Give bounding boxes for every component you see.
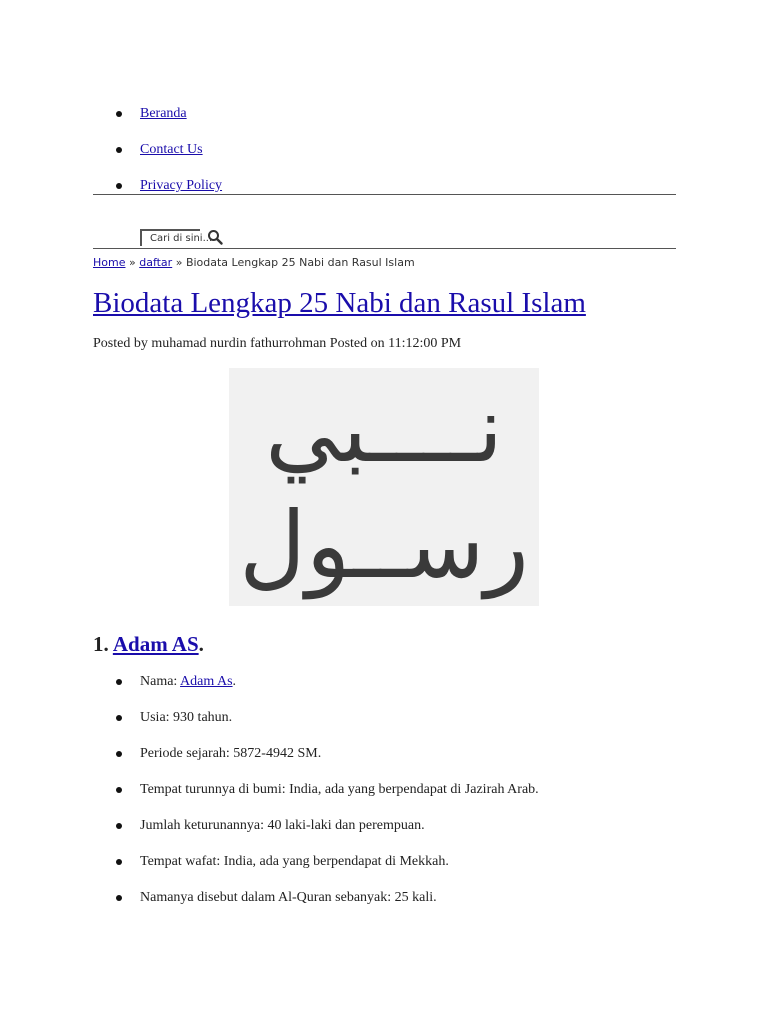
detail-usia: Usia: 930 tahun.: [93, 706, 676, 742]
image-arabic-nabi: نــــبي: [265, 376, 503, 483]
image-arabic-rasul: رســول: [239, 492, 529, 599]
nav-link-contact-us[interactable]: Contact Us: [140, 142, 203, 157]
breadcrumb-home-link[interactable]: Home: [93, 256, 126, 269]
adam-details-list: [93, 670, 676, 922]
detail-nama: [93, 670, 676, 706]
breadcrumb: [93, 256, 415, 269]
detail-tempat-turun: Tempat turunnya di bumi: India, ada yang berpendapat di Jazirah Arab.: [93, 778, 676, 814]
search-button[interactable]: [206, 228, 224, 246]
section-suffix: .: [198, 632, 204, 656]
nav-divider-top: [93, 194, 676, 195]
detail-wafat: Tempat wafat: India, ada yang berpendapat di Mekkah.: [93, 850, 676, 886]
nav-divider-bottom: [93, 248, 676, 249]
section-heading-adam: [93, 630, 204, 658]
detail-disebut: Namanya disebut dalam Al-Quran sebanyak: 25 kali.: [93, 886, 676, 922]
detail-periode: Periode sejarah: 5872-4942 SM.: [93, 742, 676, 778]
nav-link-beranda[interactable]: Beranda: [140, 106, 187, 121]
detail-nama-link[interactable]: Adam As: [180, 674, 233, 689]
search-icon: [207, 229, 223, 245]
breadcrumb-separator: »: [125, 256, 140, 269]
post-title: [93, 284, 586, 322]
section-number: 1.: [93, 632, 113, 656]
search-input[interactable]: Cari di sini...: [140, 229, 200, 246]
post-image-nabi-rasul: [229, 368, 539, 606]
post-title-link[interactable]: Biodata Lengkap 25 Nabi dan Rasul Islam: [93, 287, 586, 319]
nav-item-beranda: [93, 102, 676, 138]
nav-item-contact-us: [93, 138, 676, 174]
breadcrumb-separator: »: [172, 256, 186, 269]
search-form: [140, 228, 224, 246]
detail-keturunan: Jumlah keturunannya: 40 laki-laki dan perempuan.: [93, 814, 676, 850]
nav-item-privacy-policy: [93, 174, 676, 210]
breadcrumb-current: Biodata Lengkap 25 Nabi dan Rasul Islam: [185, 256, 415, 269]
breadcrumb-category-link[interactable]: daftar: [139, 256, 173, 269]
detail-nama-label: Nama:: [140, 674, 181, 689]
nav-link-privacy-policy[interactable]: Privacy Policy: [140, 178, 223, 193]
post-meta: Posted by muhamad nurdin fathurrohman Posted on 11:12:00 PM: [93, 336, 462, 351]
detail-nama-end: .: [232, 674, 237, 689]
section-link-adam[interactable]: Adam AS: [112, 632, 199, 656]
